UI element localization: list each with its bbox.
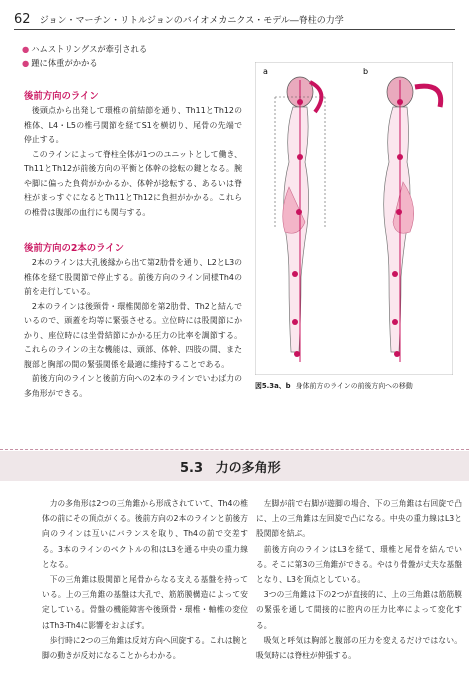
section-heading xyxy=(180,457,281,476)
figure-number: 図5.3a、b xyxy=(255,382,291,390)
section-left-column: 力の多角形は2つの三角錐から形成されていて、Th4の椎体の前にその頂点がくる。後前方向の2本のラインと前後方向のラインは互いにバランスを取り、Th4の前で交差する。3本のラインのベクトルの和はL3を通る中央の重力線となる。 下の三角錐は股関節と尾骨からなる支える基盤を持っている。上の三角錐の基盤は大孔で、筋筋膜構造によって安定している。骨盤の機能障害や後頸骨・環椎・軸椎の変位はTh3-Th4に影響をおよぼす。 歩行時に2つの三角錐は反対方向へ回旋する。これは腕と脚の動きが反対になることからわかる。 xyxy=(42,499,248,661)
figure-caption xyxy=(255,380,413,390)
page-number: 62 xyxy=(14,12,31,27)
bullet-dot-icon: ● xyxy=(22,44,30,54)
figure-illustration xyxy=(255,62,453,375)
figure-caption-text: 身体前方のラインの前後方向への移動 xyxy=(295,382,413,390)
figure-label-b: b xyxy=(363,67,369,76)
section-divider xyxy=(0,449,469,450)
heading-two-lines: 後前方向の2本のライン xyxy=(24,243,124,254)
bullet-dot-icon: ● xyxy=(22,58,30,68)
heading-posterior-anterior: 後前方向のライン xyxy=(24,91,99,102)
posterior-anterior-text: 後頭点から出発して環椎の前結節を通り、Th11とTh12の椎体、L4・L5の椎弓関節を経てS1を横切り、尾骨の先端で停止する。 このラインによって脊柱全体が1つのユニットとして働き、Th11とTh12が前後方向の平衡と体幹の捻転の鍵となる。腕や脚に偏った負荷がかかるか、体幹が捻転する、あるいは脊柱がまっすぐになるとTh11とTh12に負担がかかる。これらの椎骨は腹部の血行にも関与する。 xyxy=(24,106,242,217)
bullet-item: ● 踵に体重がかかる xyxy=(22,58,98,68)
two-lines-text: 2本のラインは大孔後縁から出て第2肋骨を通り、L2とL3の椎体を経て股関節で停止する。前後方向のライン同様Th4の前を走行している。 2本のラインは後頸骨・環椎関節を第2肋骨、Th2と結んでいるので、頭蓋を均等に緊張させる。立位時には股関節にかかり、座位時には坐骨結節にかかる圧力の比率を調節する。これらのラインの主な機能は、頭部、体幹、四肢の間、また腹部と胸部の間の緊張関係を最適に維持することである。 前後方向のラインと後前方向への2本のラインでいわば力の多角形ができる。 xyxy=(24,258,243,398)
section-right-column: 左脚が前で右脚が遊脚の場合、下の三角錐は右回旋で凸に、上の三角錐は左回旋で凸になる。中央の重力線はL3と股関節を結ぶ。 前後方向のラインはL3を経て、環椎と尾骨を結んでいる。そこに第3の三角錐ができる。やはり骨盤が丈夫な基盤となり、L3を頂点としている。 3つの三角錐は下の2つが直接的に、上の三角錐は筋筋膜の緊張を通して間接的に腔内の圧力比率によって変化する。 吸気と呼気は胸部と腹部の圧力を変えるだけではない。吸気時には脊柱が伸張する。 xyxy=(256,499,462,661)
section-title: 力の多角形 xyxy=(215,461,281,476)
figure-label-a: a xyxy=(263,67,268,76)
page-header xyxy=(14,12,455,30)
section-number: 5.3 xyxy=(180,461,204,476)
figure-body-lines xyxy=(255,62,453,375)
bullet-list xyxy=(22,42,147,70)
bullet-item: ● ハムストリングスが牽引される xyxy=(22,44,148,54)
running-title: ジョン・マーチン・リトルジョンのバイオメカニクス・モデル―脊柱の力学 xyxy=(39,16,344,26)
